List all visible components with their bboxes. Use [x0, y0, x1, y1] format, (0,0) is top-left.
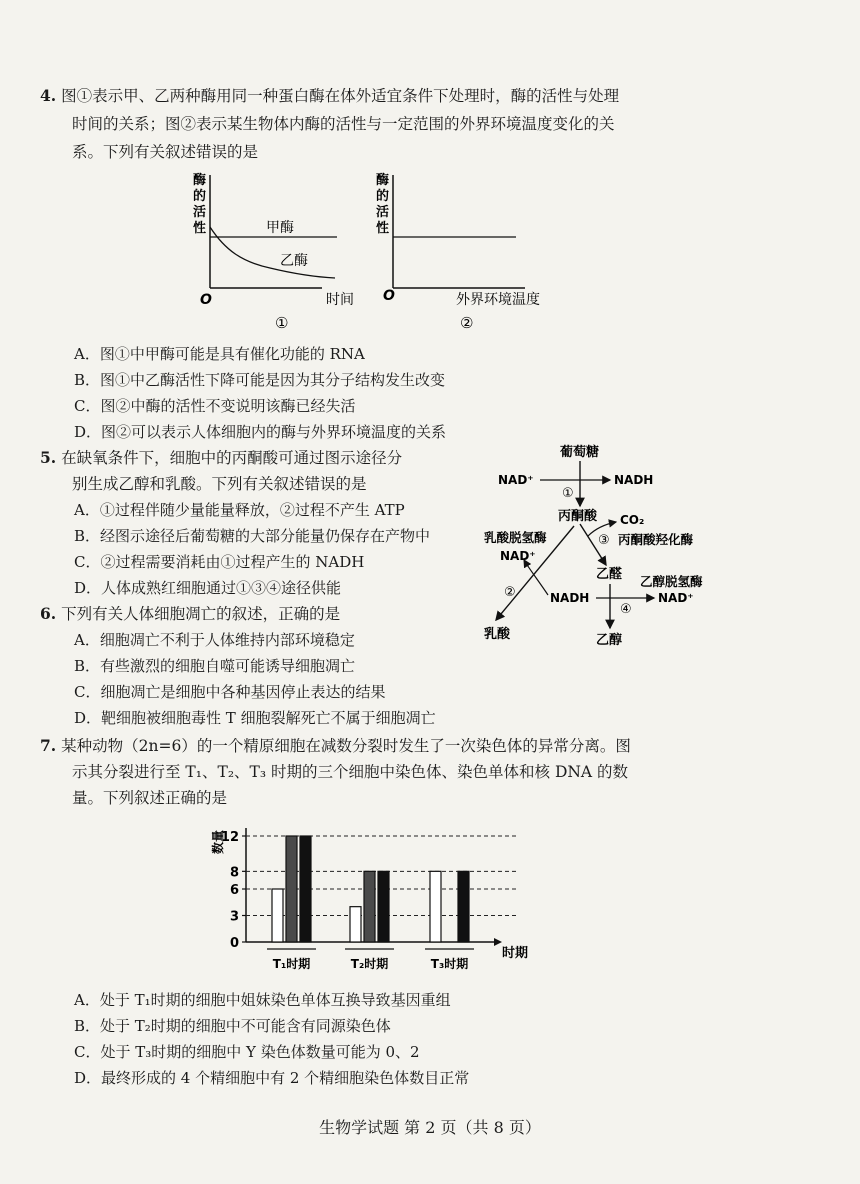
chart-bar	[350, 907, 361, 942]
chart-x-axis-arrow	[494, 938, 502, 946]
chart-bar	[458, 871, 469, 942]
node-glucose: 葡萄糖	[560, 445, 600, 460]
chart-bar	[286, 836, 297, 942]
fig1-origin: O	[200, 292, 212, 308]
q4-stem-line1: 图①表示甲、乙两种酶用同一种蛋白酶在体外适宜条件下处理时，酶的活性与处理	[61, 87, 620, 105]
fig2-x-label: 外界环境温度	[456, 292, 540, 308]
q5-number: 5.	[40, 448, 57, 467]
q7-stem-line1: 某种动物（2n=6）的一个精原细胞在减数分裂时发生了一次染色体的异常分离。图	[61, 737, 631, 755]
q5-stem-line1: 在缺氧条件下，细胞中的丙酮酸可通过图示途径分	[61, 449, 403, 467]
q7-option-d: D．最终形成的 4 个精细胞中有 2 个精细胞染色体数目正常	[74, 1069, 470, 1087]
q6-stem: 下列有关人体细胞凋亡的叙述，正确的是	[61, 605, 341, 623]
fig2-y-label-4: 性	[376, 221, 390, 236]
chart-x-label: 时期	[502, 946, 529, 961]
chart-bar	[272, 889, 283, 942]
chart-category-label: T₃时期	[430, 957, 469, 971]
q5-line1	[40, 448, 402, 468]
q4-figure-2	[375, 172, 540, 332]
step-2: ②	[504, 585, 516, 600]
q7-line1	[40, 736, 631, 756]
chart-y-label: 数量	[211, 829, 225, 854]
fig2-y-label-3: 活	[376, 205, 390, 220]
step-3: ③	[598, 533, 610, 548]
q4-number: 4.	[40, 86, 57, 105]
q7-bar-chart	[200, 818, 540, 980]
node-pyruvate: 丙酮酸	[558, 509, 598, 524]
q5-pathway-diagram	[478, 440, 738, 652]
chart-bar	[378, 871, 389, 942]
fig1-y-label-1: 酶	[193, 173, 207, 188]
q4-option-c: C．图②中酶的活性不变说明该酶已经失活	[74, 397, 356, 415]
q6-option-d: D．靶细胞被细胞毒性 T 细胞裂解死亡不属于细胞凋亡	[74, 709, 436, 727]
chart-tick-label: 6	[229, 883, 239, 898]
chart-tick-label: 12	[220, 830, 239, 845]
q7-option-b: B．处于 T₂时期的细胞中不可能含有同源染色体	[74, 1017, 391, 1035]
node-ethanol: 乙醇	[596, 633, 623, 648]
step-4: ④	[620, 602, 632, 617]
q5-option-c: C．②过程需要消耗由①过程产生的 NADH	[74, 553, 365, 571]
q5-stem-line2: 别生成乙醇和乳酸。下列有关叙述错误的是	[72, 475, 367, 493]
q4-figure-1	[192, 172, 354, 332]
chart-tick-label: 0	[229, 936, 239, 951]
fig1-caption: ①	[275, 314, 289, 332]
q4-stem-line3: 系。下列有关叙述错误的是	[72, 143, 259, 161]
fig2-origin: O	[383, 288, 395, 304]
q6-line1	[40, 604, 340, 624]
q4-option-a: A．图①中甲酶可能是具有催化功能的 RNA	[74, 345, 365, 363]
q6-option-b: B．有些激烈的细胞自噬可能诱导细胞凋亡	[74, 657, 356, 675]
q7-stem-line2: 示其分裂进行至 T₁、T₂、T₃ 时期的三个细胞中染色体、染色单体和核 DNA 的数	[72, 763, 629, 781]
q7-number: 7.	[40, 736, 57, 755]
enzyme-pdc: 丙酮酸羟化酶	[618, 532, 694, 547]
fig1-y-label-4: 性	[193, 221, 207, 236]
chart-tick-label: 3	[229, 909, 239, 925]
q5-option-b: B．经图示途径后葡萄糖的大部分能量仍保存在产物中	[74, 527, 431, 545]
fig2-caption: ②	[460, 314, 474, 332]
enzyme-adh: 乙醇脱氢酶	[640, 574, 703, 589]
node-acetaldehyde: 乙醛	[596, 567, 623, 582]
q5-option-a: A．①过程伴随少量能量释放，②过程不产生 ATP	[74, 501, 405, 519]
q6-option-a: A．细胞凋亡不利于人体维持内部环境稳定	[74, 631, 355, 649]
q4-figures	[180, 170, 580, 335]
fig2-y-label-2: 的	[376, 189, 390, 204]
q4-line1	[40, 86, 619, 106]
chart-bar	[430, 871, 441, 942]
step-1: ①	[562, 486, 574, 501]
fig1-y-label-2: 的	[193, 189, 207, 204]
chart-tick-label: 8	[229, 865, 239, 881]
label-nad-plus-2: NAD⁺	[500, 549, 536, 563]
page-footer: 生物学试题 第 2 页（共 8 页）	[319, 1118, 541, 1137]
fig1-y-label-3: 活	[193, 205, 207, 220]
q6-option-c: C．细胞凋亡是细胞中各种基因停止表达的结果	[74, 683, 386, 701]
fig1-label-b: 乙酶	[280, 253, 308, 269]
q4-option-d: D．图②可以表示人体细胞内的酶与外界环境温度的关系	[74, 423, 447, 441]
chart-bar	[364, 871, 375, 942]
q6-number: 6.	[40, 604, 57, 623]
label-nadh-2: NADH	[550, 591, 590, 605]
label-nad-plus-1: NAD⁺	[498, 473, 534, 487]
fig1-label-a: 甲酶	[266, 220, 294, 236]
q4-option-b: B．图①中乙酶活性下降可能是因为其分子结构发生改变	[74, 371, 446, 389]
q7-option-a: A．处于 T₁时期的细胞中姐妹染色单体互换导致基因重组	[74, 991, 451, 1009]
enzyme-ldh: 乳酸脱氢酶	[484, 530, 547, 545]
label-co2: CO₂	[620, 513, 645, 527]
node-lactate: 乳酸	[484, 627, 511, 642]
chart-category-label: T₂时期	[350, 957, 389, 971]
chart-category-label: T₁时期	[272, 957, 311, 971]
fig2-y-label-1: 酶	[376, 173, 390, 188]
label-nad-plus-3: NAD⁺	[658, 591, 694, 605]
label-nadh-1: NADH	[614, 473, 654, 487]
chart-bar	[300, 836, 311, 942]
q7-stem-line3: 量。下列叙述正确的是	[72, 789, 228, 807]
q5-option-d: D．人体成熟红细胞通过①③④途径供能	[74, 579, 342, 597]
q7-option-c: C．处于 T₃时期的细胞中 Y 染色体数量可能为 0、2	[74, 1043, 420, 1061]
q4-stem-line2: 时间的关系；图②表示某生物体内酶的活性与一定范围的外界环境温度变化的关	[72, 115, 615, 133]
fig1-x-label: 时间	[326, 292, 354, 308]
